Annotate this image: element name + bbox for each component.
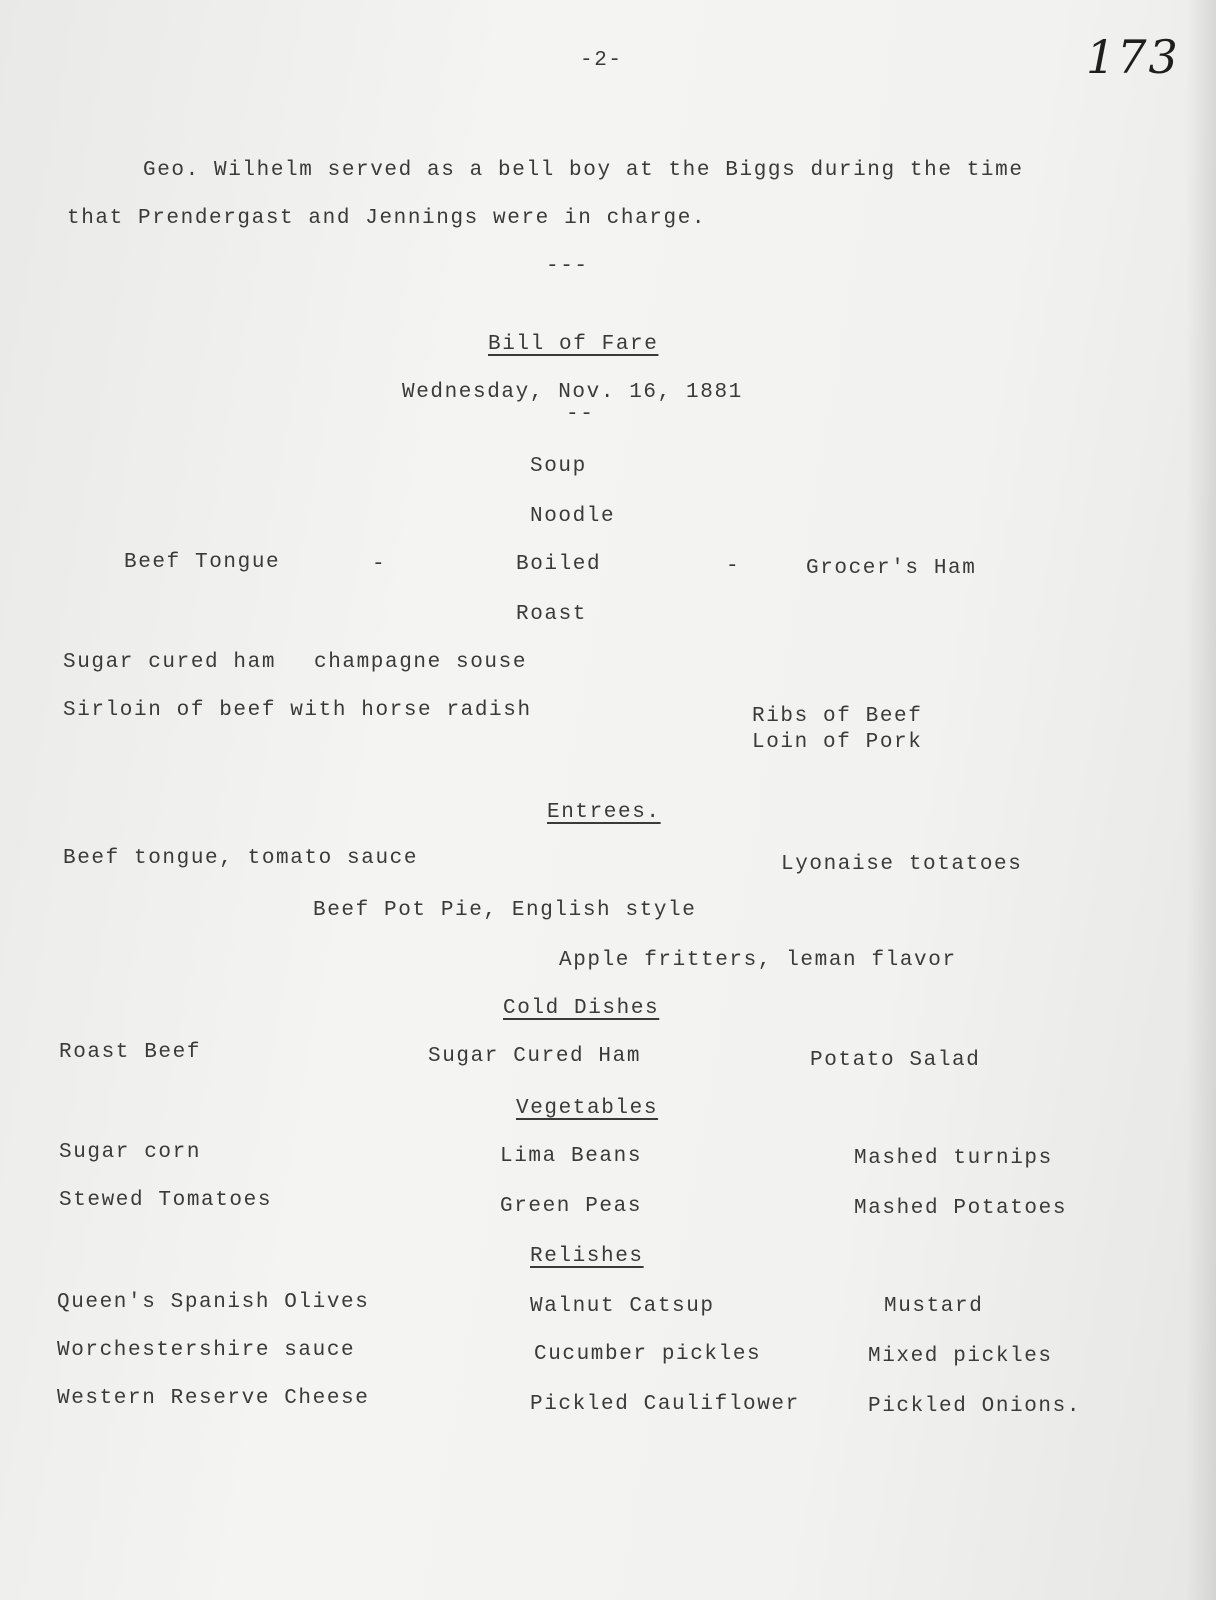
- veg-mashed-potatoes: Mashed Potatoes: [854, 1197, 1068, 1220]
- entree-fritters: Apple fritters, leman flavor: [559, 949, 957, 972]
- sirloin: Sirloin of beef with horse radish: [63, 699, 532, 722]
- veg-stewed-tomatoes: Stewed Tomatoes: [59, 1189, 273, 1212]
- rel-cucumber: Cucumber pickles: [534, 1343, 762, 1366]
- ribs-of-beef: Ribs of Beef: [752, 705, 923, 728]
- boiled: Boiled: [516, 553, 602, 576]
- rel-olives: Queen's Spanish Olives: [57, 1291, 370, 1314]
- handwritten-page-number: 173: [1086, 30, 1180, 84]
- entrees-heading: Entrees.: [547, 801, 661, 824]
- rel-onions: Pickled Onions.: [868, 1395, 1082, 1418]
- cold-sugar-cured-ham: Sugar Cured Ham: [428, 1045, 642, 1068]
- rel-worcestershire: Worchestershire sauce: [57, 1339, 356, 1362]
- soup-noodle: Noodle: [530, 505, 616, 528]
- veg-mashed-turnips: Mashed turnips: [854, 1147, 1053, 1170]
- cold-dishes-heading: Cold Dishes: [503, 997, 660, 1020]
- intro-line-2: that Prendergast and Jennings were in charge.: [67, 207, 707, 230]
- intro-divider: ---: [546, 255, 589, 278]
- entree-lyonaise: Lyonaise totatoes: [781, 853, 1023, 876]
- veg-green-peas: Green Peas: [500, 1195, 643, 1218]
- beef-tongue: Beef Tongue: [124, 551, 281, 574]
- champagne-souse: champagne souse: [314, 651, 528, 674]
- sugar-cured-ham: Sugar cured ham: [63, 651, 277, 674]
- dash-1: -: [372, 553, 387, 576]
- rel-walnut-catsup: Walnut Catsup: [530, 1295, 715, 1318]
- page-edge-shadow: [1186, 0, 1216, 1600]
- bill-date: Wednesday, Nov. 16, 1881: [402, 381, 743, 404]
- rel-cheese: Western Reserve Cheese: [57, 1387, 370, 1410]
- rel-mustard: Mustard: [884, 1295, 984, 1318]
- bill-divider: --: [566, 403, 595, 426]
- veg-lima-beans: Lima Beans: [500, 1145, 643, 1168]
- bill-title: Bill of Fare: [488, 333, 659, 356]
- cold-potato-salad: Potato Salad: [810, 1049, 981, 1072]
- rel-mixed-pickles: Mixed pickles: [868, 1345, 1053, 1368]
- veg-sugar-corn: Sugar corn: [59, 1141, 202, 1164]
- soup-heading: Soup: [530, 455, 587, 478]
- dash-2: -: [726, 555, 741, 578]
- intro-line-1: Geo. Wilhelm served as a bell boy at the Biggs during the time: [143, 159, 1024, 182]
- entree-beef-tongue: Beef tongue, tomato sauce: [63, 847, 419, 870]
- rel-cauliflower: Pickled Cauliflower: [530, 1393, 800, 1416]
- roast: Roast: [516, 603, 588, 626]
- page-number: -2-: [580, 49, 623, 72]
- grocers-ham: Grocer's Ham: [806, 557, 977, 580]
- cold-roast-beef: Roast Beef: [59, 1041, 202, 1064]
- relishes-heading: Relishes: [530, 1245, 644, 1268]
- vegetables-heading: Vegetables: [516, 1097, 659, 1120]
- entree-pot-pie: Beef Pot Pie, English style: [313, 899, 697, 922]
- loin-of-pork: Loin of Pork: [752, 731, 923, 754]
